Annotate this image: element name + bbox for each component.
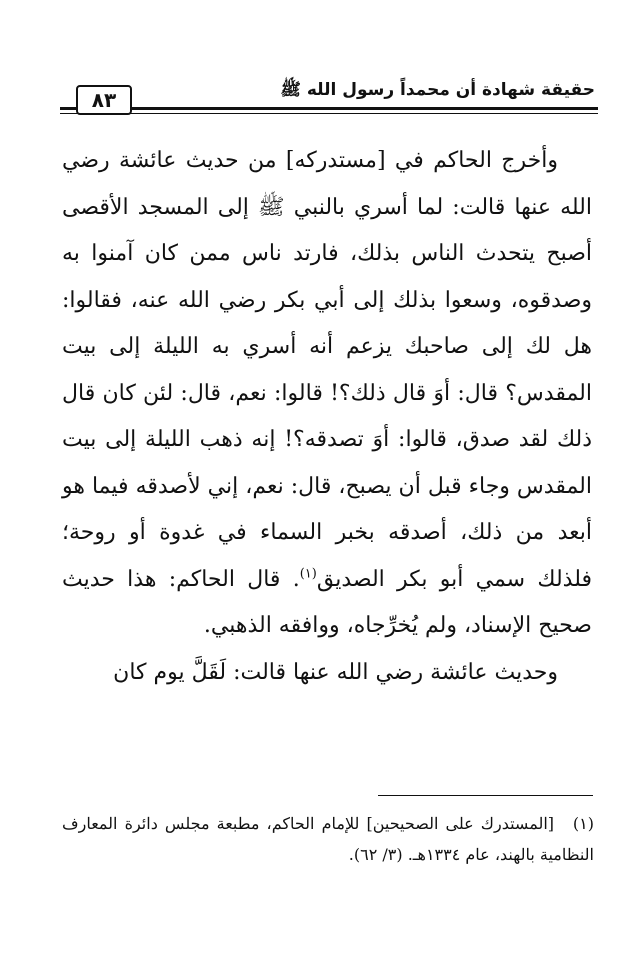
body-text xyxy=(62,138,592,696)
footnote-separator xyxy=(378,795,593,796)
header-rule-thick xyxy=(60,107,598,110)
footnote-text: [المستدرك على الصحيحين] للإمام الحاكم، مطبعة مجلس دائرة المعارف النظامية بالهند، عام ١٣٣٤هـ. (٣/ ٦٢). xyxy=(62,814,594,864)
page-number-box xyxy=(76,85,132,115)
footnote-marker: (١) xyxy=(572,814,594,833)
paragraph-2: وحديث عائشة رضي الله عنها قالت: لَقَلَّ يوم كان xyxy=(113,659,558,685)
page-number: ٨٣ xyxy=(91,88,117,112)
paragraph-1-end: . قال الحاكم: هذا حديث صحيح الإسناد، ولم يُخرِّجاه، ووافقه الذهبي. xyxy=(62,566,592,638)
footnote xyxy=(62,808,594,870)
paragraph-1-text: وأخرج الحاكم في [مستدركه] من حديث عائشة رضي الله عنها قالت: لما أسري بالنبي ﷺ إلى المسجد الأقصى أصبح يتحدث الناس بذلك، فارتد ناس ممن كان آمنوا به وصدقوه، وسعوا بذلك إلى أبي بكر رضي الله عنه، فقالوا: هل لك إلى صاحبك يزعم أنه أسري به الليلة إلى بيت المقدس؟ قال: أوَ قال ذلك؟! قالوا: نعم، قال: لئن كان قال ذلك لقد صدق، قالوا: أوَ تصدقه؟! إنه ذهب الليلة إلى بيت المقدس وجاء قبل أن يصبح، قال: نعم، إني لأصدقه فيما هو أبعد من ذلك، أصدقه بخبر السماء في غدوة أو روحة؛ فلذلك سمي أبو بكر الصديق xyxy=(62,148,592,592)
running-title: حقيقة شهادة أن محمداً رسول الله ﷺ xyxy=(280,80,595,100)
header-rule-thin xyxy=(60,113,598,114)
footnote-reference: (١) xyxy=(299,566,317,582)
paragraph-1 xyxy=(62,138,592,650)
